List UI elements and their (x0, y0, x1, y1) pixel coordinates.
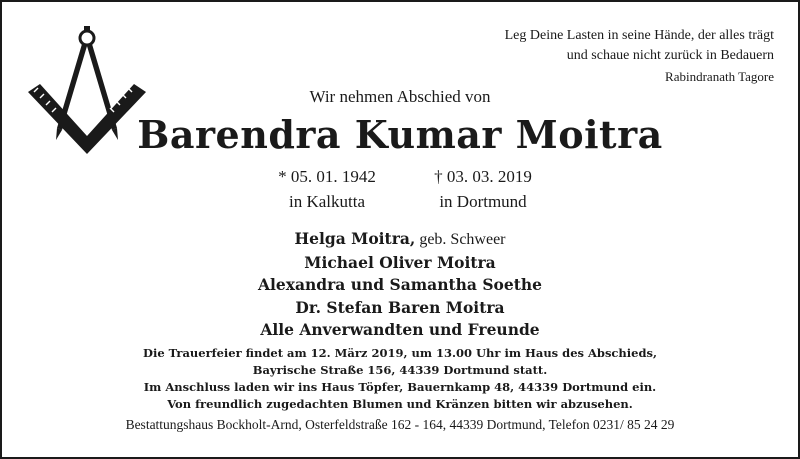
family-line-1 (0, 228, 800, 252)
family-line-2: Michael Oliver Moitra (304, 252, 496, 272)
family-list (0, 228, 800, 342)
info-line-2: Bayrische Straße 156, 44339 Dortmund statt. (252, 363, 548, 377)
family-line-1-name: Helga Moitra, (294, 229, 416, 248)
deceased-name: Barendra Kumar Moitra (137, 112, 663, 157)
family-line-5: Alle Anverwandten und Freunde (260, 320, 540, 339)
death-place: in Dortmund (439, 192, 527, 211)
quote-author: Rabindranath Tagore (665, 69, 774, 84)
quote-line-2: und schaue nicht zurück in Bedauern (566, 48, 774, 63)
death-block (418, 166, 548, 216)
info-line-3: Im Anschluss laden wir ins Haus Töpfer, Bauernkamp 48, 44339 Dortmund ein. (143, 380, 657, 394)
birth-block (262, 166, 392, 216)
ceremony-info (0, 345, 800, 413)
info-line-4: Von freundlich zugedachten Blumen und Kränzen bitten wir abzusehen. (167, 397, 633, 411)
quote-line-1: Leg Deine Lasten in seine Hände, der alles trägt (504, 28, 774, 43)
birth-date: * 05. 01. 1942 (278, 167, 376, 186)
birth-place: in Kalkutta (288, 192, 365, 211)
family-line-4: Dr. Stefan Baren Moitra (295, 297, 505, 317)
family-line-3: Alexandra und Samantha Soethe (257, 275, 543, 294)
funeral-home-footer: Bestattungshaus Bockholt-Arnd, Osterfeldstraße 162 - 164, 44339 Dortmund, Telefon 0231/ 85 24 29 (125, 417, 675, 432)
intro-text: Wir nehmen Abschied von (309, 87, 491, 106)
quote-block (505, 26, 774, 86)
info-line-1: Die Trauerfeier findet am 12. März 2019, um 13.00 Uhr im Haus des Abschieds, (143, 346, 657, 360)
death-date: † 03. 03. 2019 (434, 167, 532, 186)
family-line-1-maiden: geb. Schweer (415, 231, 506, 248)
